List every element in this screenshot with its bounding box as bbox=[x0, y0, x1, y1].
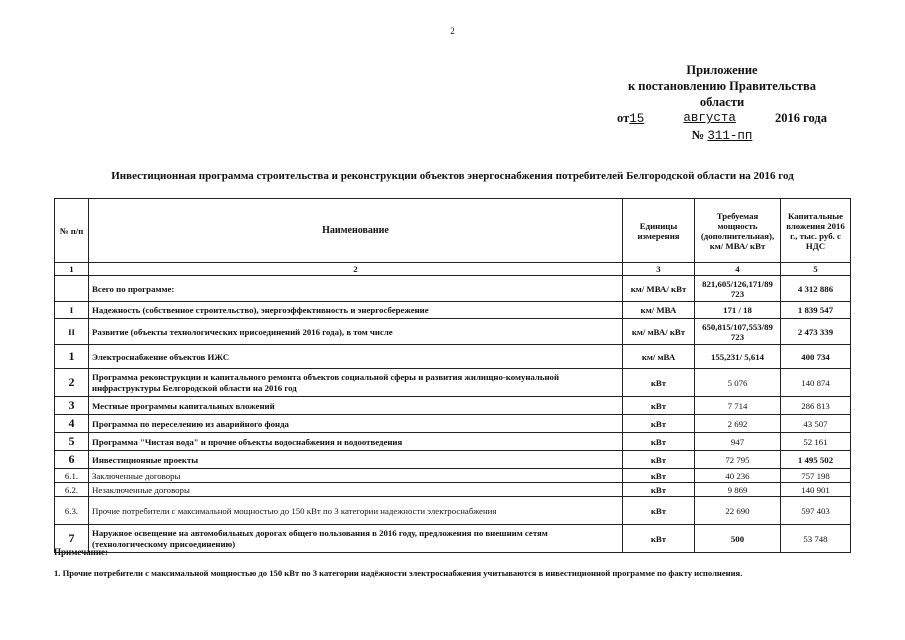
document-title: Инвестиционная программа строительства и реконструкции объектов энергоснабжения потребителей Белгородской области на 2016 год bbox=[111, 170, 794, 182]
row-units: кВт bbox=[623, 483, 695, 497]
table-header-row bbox=[55, 199, 851, 263]
row-num: 6.3. bbox=[55, 497, 89, 525]
row-num: 2 bbox=[55, 369, 89, 397]
row-num bbox=[55, 276, 89, 302]
row-num: 1 bbox=[55, 345, 89, 369]
row-power: 2 692 bbox=[695, 415, 781, 433]
row-capex: 1 839 547 bbox=[781, 302, 851, 319]
row-name: Заключенные договоры bbox=[89, 469, 623, 483]
row-num: 7 bbox=[55, 525, 89, 553]
row-name: Электроснабжение объектов ИЖС bbox=[89, 345, 623, 369]
row-name: Прочие потребители с максимальной мощностью до 150 кВт по 3 категории надежности электроснабжения bbox=[89, 497, 623, 525]
date-year: 2016 года bbox=[775, 111, 827, 125]
row-num: II bbox=[55, 319, 89, 345]
investment-table bbox=[54, 198, 851, 553]
row-num: 6.2. bbox=[55, 483, 89, 497]
row-num: 3 bbox=[55, 397, 89, 415]
row-power: 5 076 bbox=[695, 369, 781, 397]
appendix-line-2: к постановлению Правительства bbox=[627, 79, 817, 93]
row-power: 22 690 bbox=[695, 497, 781, 525]
header-capex: Капитальные вложения 2016 г., тыс. руб. с НДС bbox=[781, 199, 851, 263]
row-capex: 43 507 bbox=[781, 415, 851, 433]
row-units: кВт bbox=[623, 451, 695, 469]
row-num: 6.1. bbox=[55, 469, 89, 483]
row-power: 40 236 bbox=[695, 469, 781, 483]
row-num: 5 bbox=[55, 433, 89, 451]
appendix-line-3: области bbox=[699, 95, 745, 109]
row-power: 7 714 bbox=[695, 397, 781, 415]
row-capex: 597 403 bbox=[781, 497, 851, 525]
row-power: 500 bbox=[695, 525, 781, 553]
table-row bbox=[55, 302, 851, 319]
row-num: 4 bbox=[55, 415, 89, 433]
row-capex: 400 734 bbox=[781, 345, 851, 369]
note-item: 1. Прочие потребители с максимальной мощностью до 150 кВт по 3 категории надёжности электроснабжения учитываются в инвестиционной программе по факту исполнения. bbox=[54, 568, 743, 578]
column-number-row bbox=[55, 263, 851, 276]
table-row bbox=[55, 345, 851, 369]
row-units: кВт bbox=[623, 497, 695, 525]
col-number: 2 bbox=[89, 263, 623, 276]
appendix-date bbox=[617, 110, 827, 127]
table-row bbox=[55, 497, 851, 525]
row-power: 650,815/107,553/89 723 bbox=[695, 319, 781, 345]
row-name: Наружное освещение на автомобильных дорогах общего пользования в 2016 году, предложения по внешним сетям (технологическому присоединению) bbox=[89, 525, 623, 553]
row-capex: 53 748 bbox=[781, 525, 851, 553]
header-units: Единицы измерения bbox=[623, 199, 695, 263]
table-row bbox=[55, 319, 851, 345]
table-row bbox=[55, 276, 851, 302]
row-name: Программа "Чистая вода" и прочие объекты водоснабжения и водоотведения bbox=[89, 433, 623, 451]
appendix-block bbox=[617, 62, 827, 144]
table-row bbox=[55, 369, 851, 397]
row-name: Незаключенные договоры bbox=[89, 483, 623, 497]
col-number: 3 bbox=[623, 263, 695, 276]
note-title: Примечание: bbox=[54, 547, 109, 557]
row-power: 821,605/126,171/89 723 bbox=[695, 276, 781, 302]
row-name: Развитие (объекты технологических присоединений 2016 года), в том числе bbox=[89, 319, 623, 345]
row-units: кВт bbox=[623, 469, 695, 483]
header-num: № п/п bbox=[55, 199, 89, 263]
header-name: Наименование bbox=[89, 199, 623, 263]
header-power: Требуемая мощность (дополнительная), км/ МВА/ кВт bbox=[695, 199, 781, 263]
row-units: кВт bbox=[623, 415, 695, 433]
row-units: км/ МВА/ кВт bbox=[623, 276, 695, 302]
row-name: Программа реконструкции и капитального ремонта объектов социальной сферы и развития жилищно-комунальной инфраструктуры Белгородской области на 2016 год bbox=[89, 369, 623, 397]
row-num: I bbox=[55, 302, 89, 319]
row-name: Надежность (собственное строительство), энергоэффективность и энергосбережение bbox=[89, 302, 623, 319]
table-row bbox=[55, 415, 851, 433]
row-power: 72 795 bbox=[695, 451, 781, 469]
table-row bbox=[55, 469, 851, 483]
row-capex: 757 198 bbox=[781, 469, 851, 483]
row-capex: 4 312 886 bbox=[781, 276, 851, 302]
date-month: августа bbox=[683, 111, 736, 125]
row-num: 6 bbox=[55, 451, 89, 469]
row-name: Инвестиционные проекты bbox=[89, 451, 623, 469]
col-number: 5 bbox=[781, 263, 851, 276]
row-units: кВт bbox=[623, 369, 695, 397]
row-capex: 1 495 502 bbox=[781, 451, 851, 469]
row-name: Всего по программе: bbox=[89, 276, 623, 302]
number-prefix: № bbox=[691, 128, 705, 142]
row-power: 155,231/ 5,614 bbox=[695, 345, 781, 369]
table-row bbox=[55, 451, 851, 469]
row-power: 171 / 18 bbox=[695, 302, 781, 319]
table-row bbox=[55, 525, 851, 553]
table-row bbox=[55, 433, 851, 451]
date-prefix: от bbox=[617, 111, 630, 125]
row-capex: 52 161 bbox=[781, 433, 851, 451]
row-units: кВт bbox=[623, 433, 695, 451]
row-capex: 286 813 bbox=[781, 397, 851, 415]
row-units: кВт bbox=[623, 397, 695, 415]
col-number: 1 bbox=[55, 263, 89, 276]
row-capex: 140 901 bbox=[781, 483, 851, 497]
appendix-number bbox=[617, 127, 827, 144]
row-power: 9 869 bbox=[695, 483, 781, 497]
row-units: км/ мВА/ кВт bbox=[623, 319, 695, 345]
row-name: Программа по переселению из аварийного фонда bbox=[89, 415, 623, 433]
page-number: 2 bbox=[450, 26, 455, 36]
table-row bbox=[55, 483, 851, 497]
date-day: 15 bbox=[629, 112, 645, 126]
row-capex: 140 874 bbox=[781, 369, 851, 397]
appendix-line-1: Приложение bbox=[686, 63, 758, 77]
row-name: Местные программы капитальных вложений bbox=[89, 397, 623, 415]
table-row bbox=[55, 397, 851, 415]
row-capex: 2 473 339 bbox=[781, 319, 851, 345]
row-units: км/ мВА bbox=[623, 345, 695, 369]
row-units: кВт bbox=[623, 525, 695, 553]
row-units: км/ МВА bbox=[623, 302, 695, 319]
number-value: 311-пп bbox=[707, 129, 753, 143]
row-power: 947 bbox=[695, 433, 781, 451]
col-number: 4 bbox=[695, 263, 781, 276]
